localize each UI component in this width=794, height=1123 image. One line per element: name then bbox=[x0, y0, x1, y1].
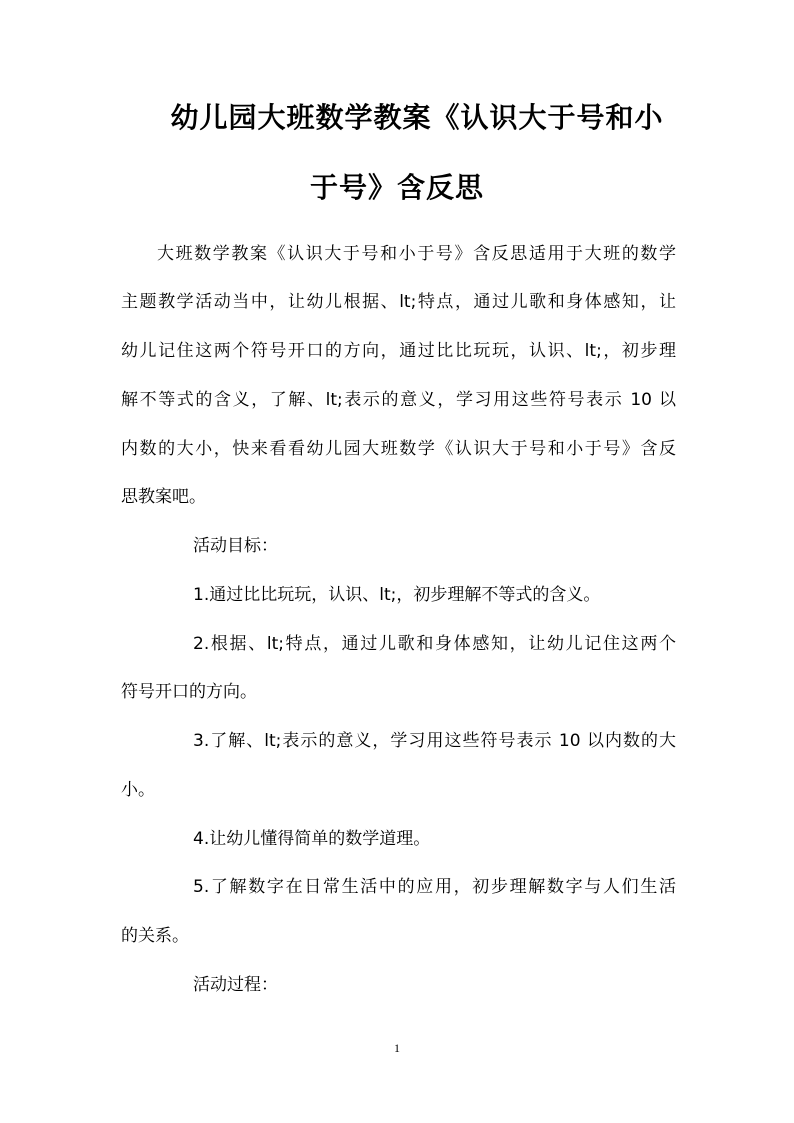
intro-paragraph-line: 内数的大小，快来看看幼儿园大班数学《认识大于号和小于号》含反 bbox=[121, 439, 676, 459]
goal-item-2-line-2: 符号开口的方向。 bbox=[121, 682, 257, 702]
goal-item-5-line-1: 5.了解数字在日常生活中的应用，初步理解数字与人们生活 bbox=[193, 877, 676, 897]
goal-item-5-line-2: 的关系。 bbox=[121, 926, 189, 946]
process-heading: 活动过程： bbox=[193, 975, 278, 995]
goal-item-4: 4.让幼儿懂得简单的数学道理。 bbox=[193, 829, 431, 849]
page-number: 1 bbox=[394, 1041, 400, 1055]
document-title-line-1: 幼儿园大班数学教案《认识大于号和小 bbox=[170, 101, 664, 134]
document-title-line-2: 于号》含反思 bbox=[309, 171, 484, 204]
goal-item-1: 1.通过比比玩玩，认识、lt;，初步理解不等式的含义。 bbox=[193, 585, 601, 605]
intro-paragraph-line: 大班数学教案《认识大于号和小于号》含反思适用于大班的数学 bbox=[157, 244, 676, 264]
intro-paragraph-line: 主题教学活动当中，让幼儿根据、lt;特点，通过儿歌和身体感知，让 bbox=[121, 292, 676, 312]
intro-paragraph-line: 思教案吧。 bbox=[121, 487, 206, 507]
goals-heading: 活动目标： bbox=[193, 536, 278, 556]
intro-paragraph-line: 幼儿记住这两个符号开口的方向，通过比比玩玩，认识、lt;，初步理 bbox=[121, 341, 676, 361]
goal-item-2-line-1: 2.根据、lt;特点，通过儿歌和身体感知，让幼儿记住这两个 bbox=[193, 634, 676, 654]
goal-item-3-line-2: 小。 bbox=[121, 780, 155, 800]
goal-item-3-line-1: 3.了解、lt;表示的意义，学习用这些符号表示 10 以内数的大 bbox=[193, 731, 676, 751]
intro-paragraph-line: 解不等式的含义，了解、lt;表示的意义，学习用这些符号表示 10 以 bbox=[121, 390, 676, 410]
